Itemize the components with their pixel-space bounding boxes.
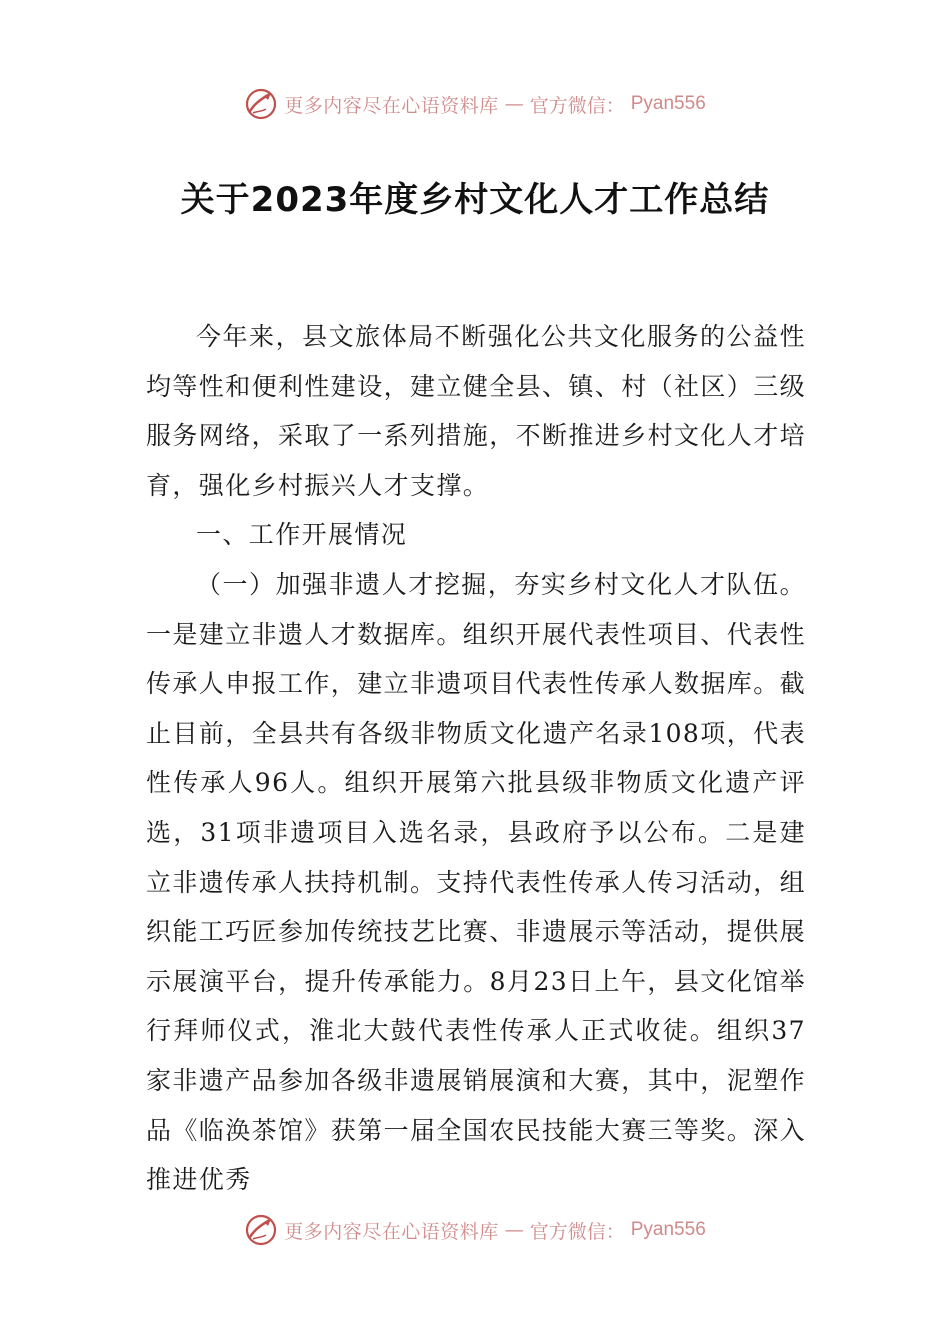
document-body [146,312,806,1205]
watermark-wechat-label: 官方微信： [529,94,625,117]
document-title: 关于2023年度乡村文化人才工作总结 [180,180,770,220]
footer-watermark [0,1210,950,1250]
watermark-dash: — [504,93,524,115]
header-watermark [0,84,950,124]
paragraph-section-1: （一）加强非遗人才挖掘，夯实乡村文化人才队伍。一是建立非遗人才数据库。组织开展代表性项目、代表性传承人申报工作，建立非遗项目代表性传承人数据库。截止目前，全县共有各级非物质文化遗产名录108项，代表性传承人96人。组织开展第六批县级非物质文化遗产评选，31项非遗项目入选名录，县政府予以公布。二是建立非遗传承人扶持机制。支持代表性传承人传习活动，组织能工巧匠参加传统技艺比赛、非遗展示等活动，提供展示展演平台，提升传承能力。8月23日上午，县文化馆举行拜师仪式，淮北大鼓代表性传承人正式收徒。组织37家非遗产品参加各级非遗展销展演和大赛，其中，泥塑作品《临涣茶馆》获第一届全国农民技能大赛三等奖。深入推进优秀 [146,569,807,1195]
watermark-wechat-id: Pyan556 [630,93,706,114]
watermark-wechat-label: 官方微信： [529,1220,625,1243]
pen-logo-icon [244,87,278,121]
section-heading: 一、工作开展情况 [196,520,408,550]
watermark-text: 更多内容尽在心语资料库 [284,1220,499,1243]
watermark-text: 更多内容尽在心语资料库 [284,94,499,117]
watermark-wechat-id: Pyan556 [630,1219,706,1240]
pen-logo-icon [244,1213,278,1247]
paragraph-intro: 今年来，县文旅体局不断强化公共文化服务的公益性均等性和便利性建设，建立健全县、镇、村（社区）三级服务网络，采取了一系列措施，不断推进乡村文化人才培育，强化乡村振兴人才支撑。 [146,322,807,500]
watermark-dash: — [504,1219,524,1241]
